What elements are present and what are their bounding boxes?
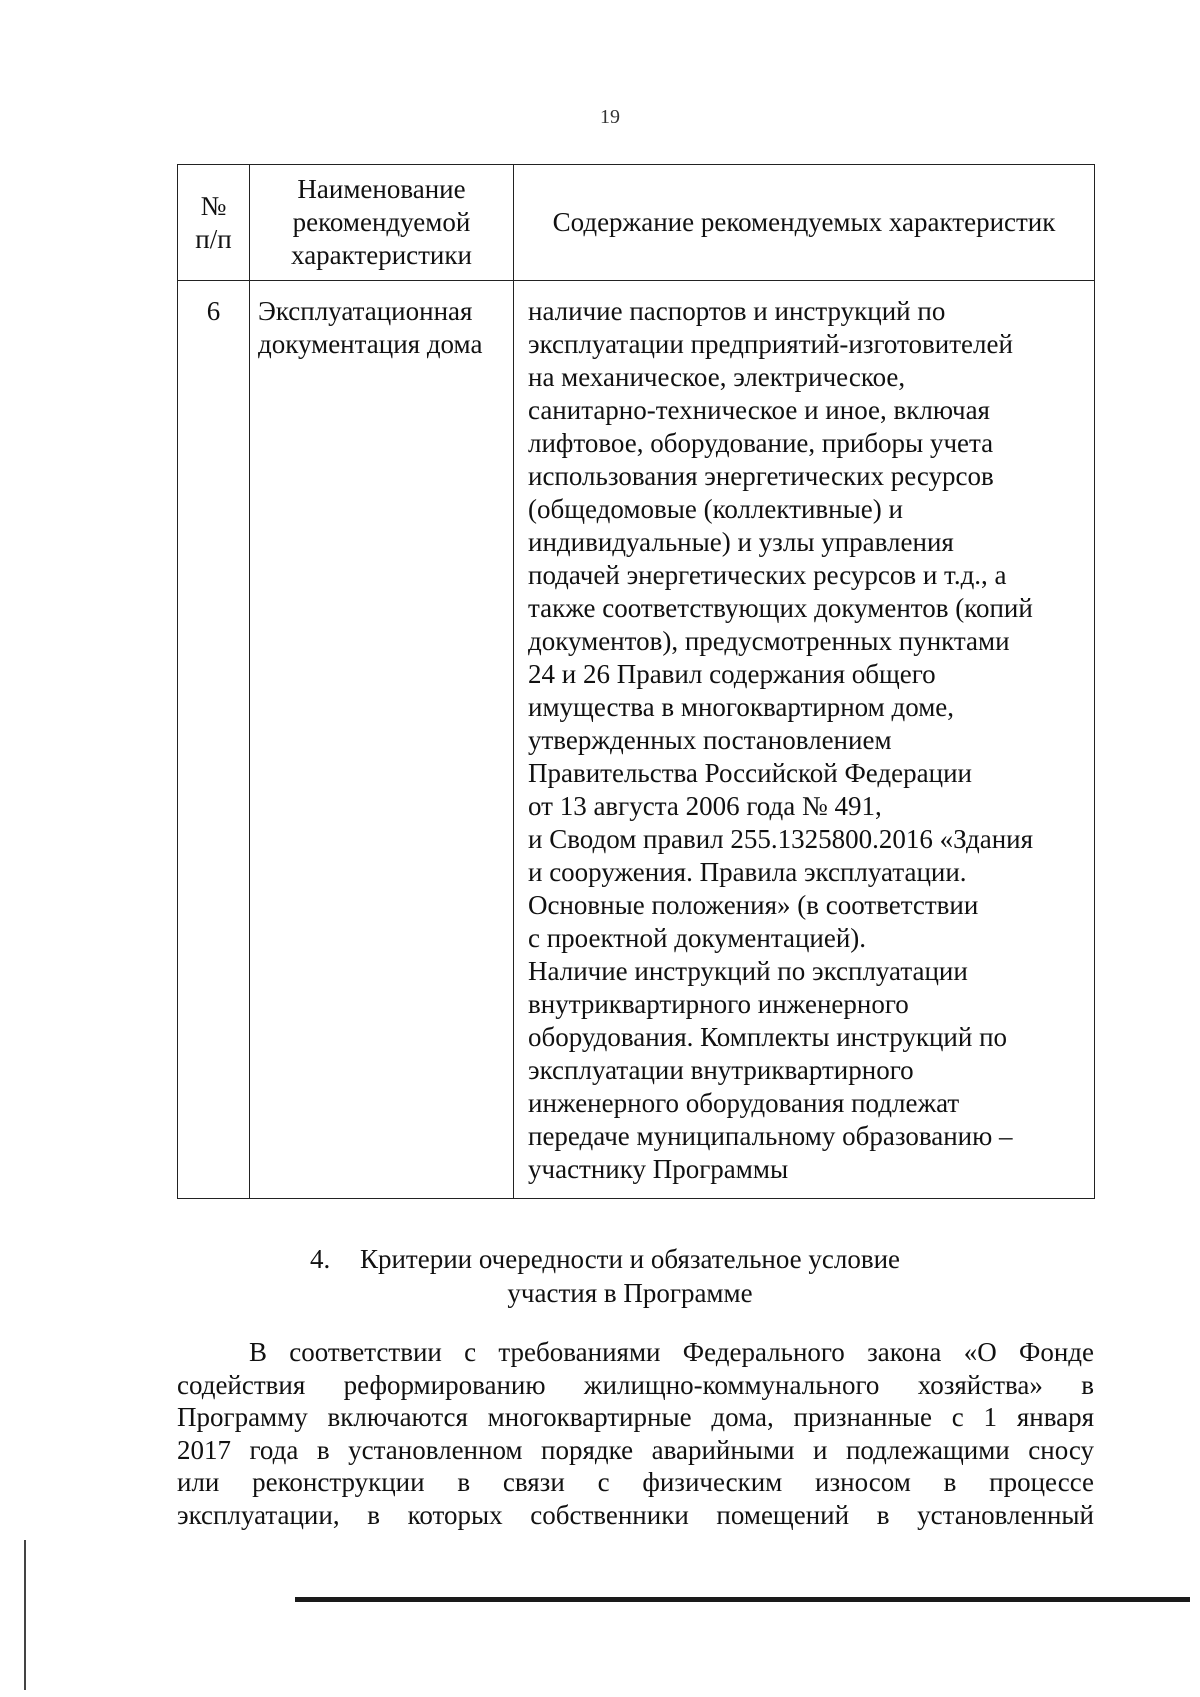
section-heading	[280, 1242, 980, 1310]
body-line: содействия реформированию жилищно-коммунального хозяйства» в	[177, 1369, 1094, 1400]
content-line: эксплуатации внутриквартирного	[528, 1055, 914, 1085]
table-header-row	[178, 165, 1095, 281]
content-line: инженерного оборудования подлежат	[528, 1088, 960, 1118]
content-line: эксплуатации предприятий-изготовителей	[528, 329, 1013, 359]
content-line: Основные положения» (в соответствии	[528, 890, 979, 920]
header-content-line: Содержание рекомендуемых характеристик	[552, 207, 1056, 237]
content-line: оборудования. Комплекты инструкций по	[528, 1022, 1008, 1052]
header-name	[250, 165, 514, 281]
content-line: участнику Программы	[528, 1154, 789, 1184]
header-name-line: Наименование	[297, 174, 466, 204]
footer-rule	[295, 1597, 1190, 1602]
content-line: санитарно-техническое и иное, включая	[528, 395, 990, 425]
body-paragraph	[177, 1336, 1094, 1531]
row-number: 6	[178, 281, 250, 1199]
content-line: передаче муниципальному образованию –	[528, 1121, 1013, 1151]
row-name-line: Эксплуатационная	[258, 296, 473, 326]
header-name-line: характеристики	[291, 240, 472, 270]
header-content	[514, 165, 1095, 281]
content-line: использования энергетических ресурсов	[528, 461, 994, 491]
content-line: Правительства Российской Федерации	[528, 758, 972, 788]
content-line: 24 и 26 Правил содержания общего	[528, 659, 936, 689]
content-line: утвержденных постановлением	[528, 725, 892, 755]
content-line: (общедомовые (коллективные) и	[528, 494, 903, 524]
table-row	[178, 281, 1095, 1199]
content-line: подачей энергетических ресурсов и т.д., а	[528, 560, 1007, 590]
body-line: 2017 года в установленном порядке аварийными и подлежащими сносу	[177, 1434, 1094, 1465]
content-line: Наличие инструкций по эксплуатации	[528, 956, 968, 986]
section-title-line-1: Критерии очередности и обязательное условие	[359, 1244, 901, 1274]
content-line: и Сводом правил 255.1325800.2016 «Здания	[528, 824, 1034, 854]
body-line: Программу включаются многоквартирные дома, признанные с 1 января	[177, 1402, 1094, 1432]
content-line: на механическое, электрическое,	[528, 362, 906, 392]
content-line: внутриквартирного инженерного	[528, 989, 909, 1019]
section-title-line-2: участия в Программе	[507, 1278, 753, 1308]
section-number: 4.	[310, 1244, 331, 1274]
content-line: также соответствующих документов (копий	[528, 593, 1033, 623]
body-line: В соответствии с требованиями Федерального закона «О Фонде	[249, 1337, 1094, 1367]
content-line: документов), предусмотренных пунктами	[528, 626, 1010, 656]
body-line: эксплуатации, в которых собственники помещений в установленный	[177, 1499, 1094, 1530]
content-line: от 13 августа 2006 года № 491,	[528, 791, 882, 821]
scan-margin-mark	[24, 1540, 26, 1690]
body-line: или реконструкции в связи с физическим износом в процессе	[177, 1467, 1094, 1497]
content-line: наличие паспортов и инструкций по	[528, 296, 946, 326]
header-number-line: п/п	[195, 223, 232, 254]
row-name-line: документация дома	[258, 329, 483, 359]
row-name	[250, 281, 514, 1199]
page-number: 19	[600, 106, 620, 128]
header-number	[178, 165, 250, 281]
content-line: и сооружения. Правила эксплуатации.	[528, 857, 967, 887]
header-name-line: рекомендуемой	[292, 207, 471, 237]
row-content	[514, 281, 1095, 1199]
content-line: с проектной документацией).	[528, 923, 867, 953]
content-line: индивидуальные) и узлы управления	[528, 527, 954, 557]
characteristics-table	[177, 164, 1095, 1199]
content-line: лифтовое, оборудование, приборы учета	[528, 428, 994, 458]
content-line: имущества в многоквартирном доме,	[528, 692, 955, 722]
header-number-line: №	[200, 190, 227, 221]
